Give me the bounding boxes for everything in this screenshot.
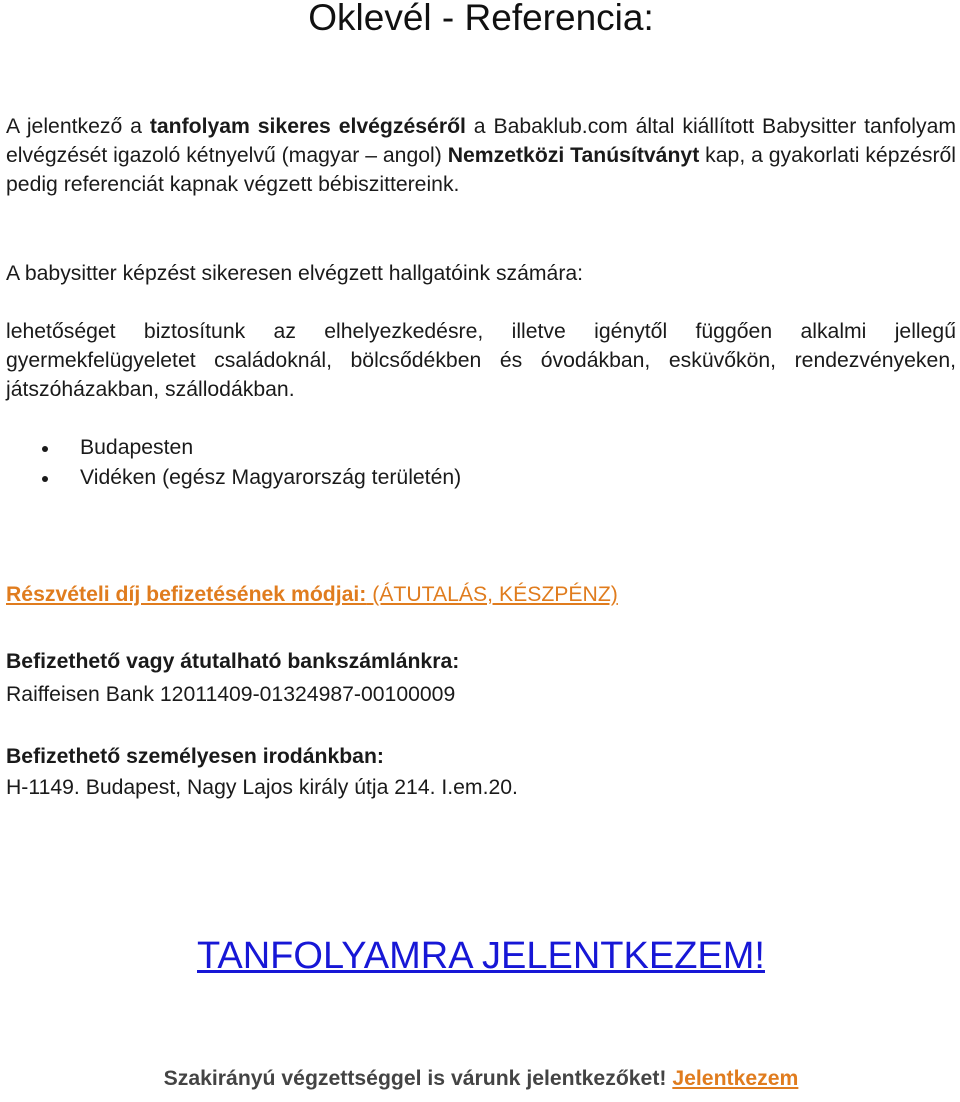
payment-modes-values: (ÁTUTALÁS, KÉSZPÉNZ) xyxy=(366,583,618,606)
footer-signup-link[interactable]: Jelentkezem xyxy=(672,1067,799,1090)
course-signup-link[interactable]: TANFOLYAMRA JELENTKEZEM! xyxy=(197,935,765,977)
location-label: Budapesten xyxy=(80,436,194,459)
intro-bold-course-completion: tanfolyam sikeres elvégzéséről xyxy=(149,115,466,138)
list-item-countryside xyxy=(6,463,461,493)
bank-account-number: Raiffeisen Bank 12011409-01324987-00100009 xyxy=(6,683,456,706)
locations-list xyxy=(6,433,461,493)
bullet-icon xyxy=(42,446,48,452)
footer-line xyxy=(6,1064,956,1094)
location-label: Vidéken (egész Magyarország területén) xyxy=(80,466,462,489)
bank-heading: Befizethető vagy átutalható bankszámlánkra: xyxy=(6,650,460,673)
bullet-icon xyxy=(42,476,48,482)
intro-paragraph xyxy=(6,112,956,199)
babysitter-intro-line: A babysitter képzést sikeresen elvégzett hallgatóink számára: xyxy=(6,262,584,285)
office-address: H-1149. Budapest, Nagy Lajos király útja 214. I.em.20. xyxy=(6,776,518,799)
intro-text-2: a Babaklub.com által kiállított Babysitter tanfolyam elvégzését igazoló kétnyelvű (magyar – angol) xyxy=(6,115,957,167)
intro-text-3: kap, a gyakorlati képzésről pedig referenciát kapnak végzett bébiszittereink. xyxy=(6,144,957,196)
payment-modes-label: Részvételi díj befizetésének módjai: (ÁTUTALÁS, KÉSZPÉNZ) xyxy=(6,583,618,606)
opportunity-paragraph: lehetőséget biztosítunk az elhelyezkedésre, illetve igénytől függően alkalmi jellegű gyermekfelügyeletet családoknál, bölcsődékben és óvodákban, esküvőkön, rendezvényeken, játszóházakban, szállodákban. xyxy=(6,320,956,401)
page-title: Oklevél - Referencia: xyxy=(308,0,654,38)
list-item-budapest xyxy=(6,433,461,463)
intro-bold-certificate: Nemzetközi Tanúsítványt xyxy=(447,144,700,167)
office-heading: Befizethető személyesen irodánkban: xyxy=(6,745,384,768)
payment-modes-line xyxy=(6,580,618,610)
intro-text-1: A jelentkező a xyxy=(6,115,150,138)
footer-text: Szakirányú végzettséggel is várunk jelentkezőket! xyxy=(163,1067,673,1090)
